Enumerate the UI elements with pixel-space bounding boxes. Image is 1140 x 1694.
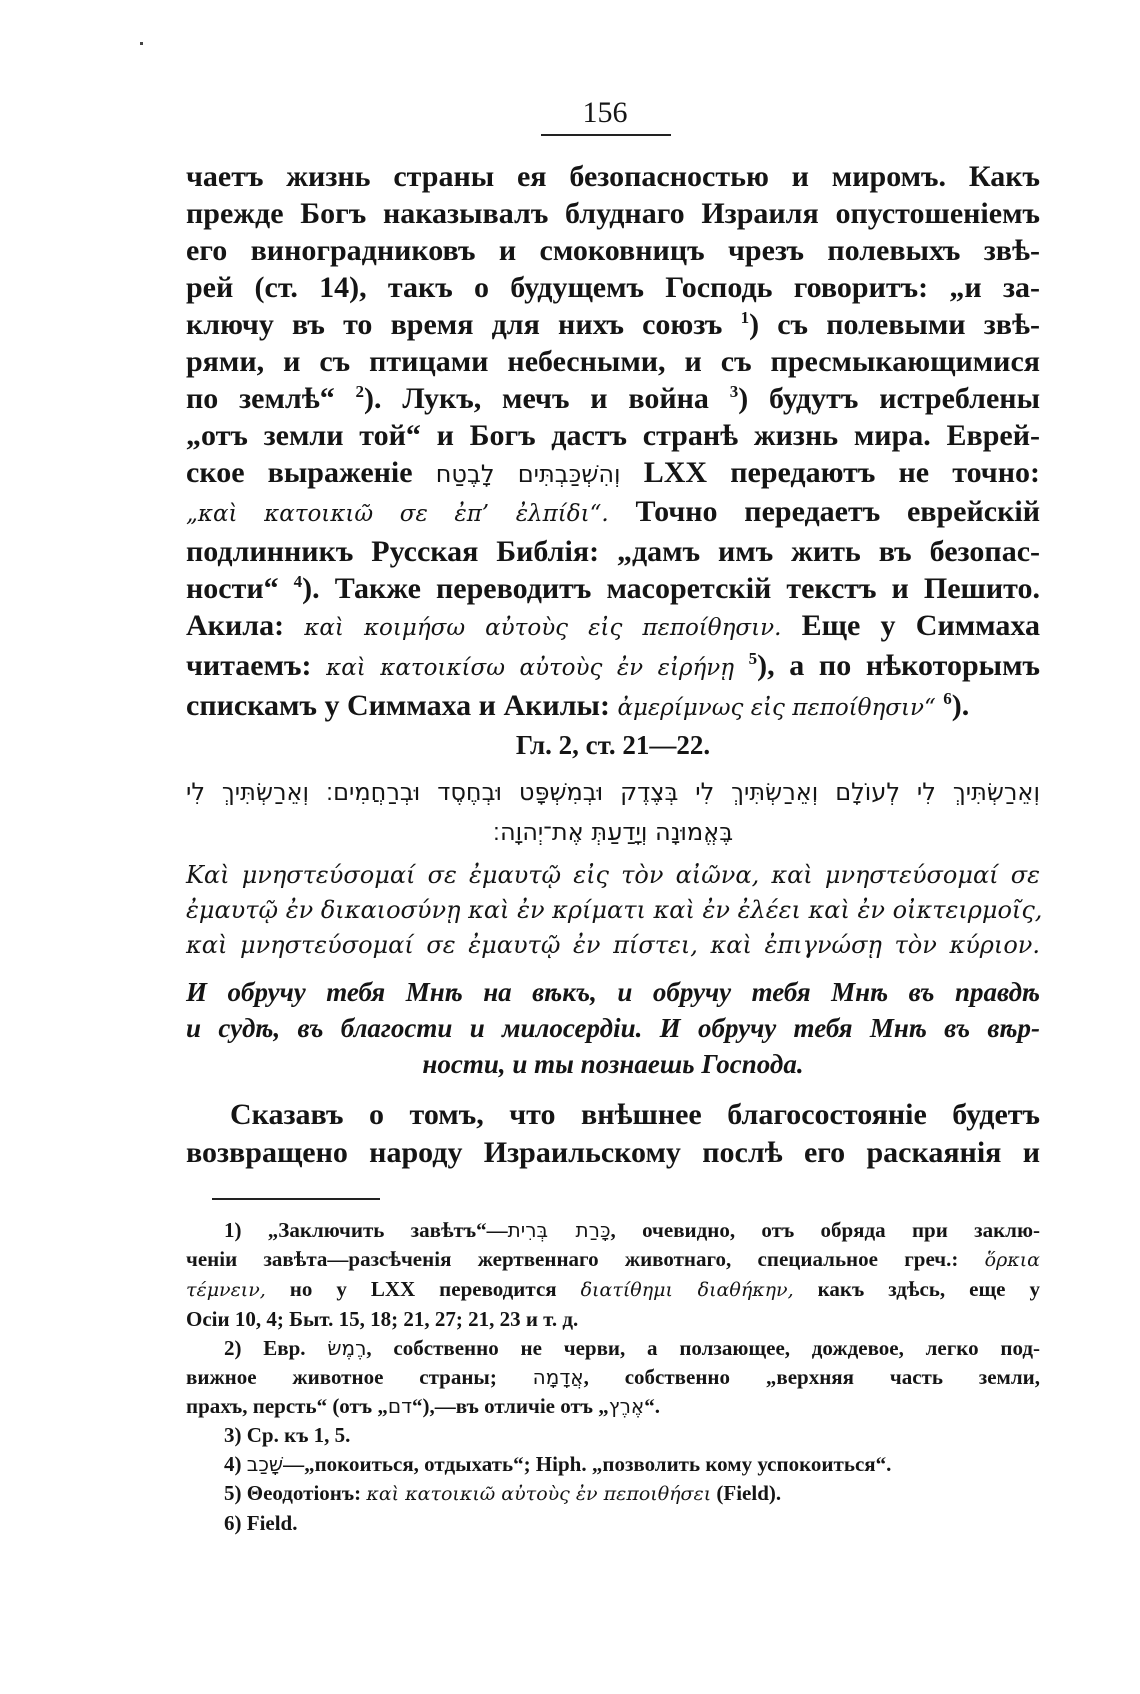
greek-line: ἐμαυτῷ ἐν δικαιοσύνῃ καὶ ἐν κρίματι καὶ ἐν ἐλέει καὶ ἐν οἰκτειρμοῖς, — [186, 896, 1043, 924]
text-segment: прахъ, персть“ (отъ „ — [186, 1394, 388, 1418]
greek-phrase: καὶ κατοικιῶ αὐτοὺς ἐν πεποιθήσει — [366, 1483, 712, 1505]
text-line: его виноградниковъ и смоковницъ чрезъ полевыхъ звѣ- — [186, 234, 1040, 267]
russian-line: ности, и ты познаешь Господа. — [422, 1049, 804, 1079]
text-line: „отъ земли той“ и Богъ дастъ странѣ жизнь мира. Еврей- — [186, 419, 1040, 452]
text-line — [186, 454, 1040, 493]
text-segment: , очевидно, отъ обряда при заклю- — [610, 1218, 1040, 1242]
hebrew-verse — [186, 772, 1040, 852]
text-line — [186, 687, 1040, 727]
text-segment: , собственно „верхняя часть земли, — [583, 1365, 1040, 1389]
text-line: рей (ст. 14), такъ о будущемъ Господь говоритъ: „и за- — [186, 271, 1040, 304]
page-number: 156 — [582, 96, 628, 129]
footnote-line — [186, 1479, 1040, 1509]
greek-phrase: ὅρκια — [984, 1249, 1040, 1271]
hebrew-phrase: דם — [387, 1394, 413, 1418]
greek-line: Καὶ μνηστεύσομαί σε ἐμαυτῷ εἰς τὸν αἰῶνα, καὶ μνηστεύσομαί σε — [186, 861, 1040, 889]
text-line: подлинникъ Русская Библія: „дамъ имъ жить въ безопас- — [186, 535, 1040, 568]
text-segment: (Field). — [711, 1481, 782, 1505]
text-segment: —„покоиться, отдыхать“; Hiph. „позволить кому успокоиться“. — [283, 1452, 892, 1476]
text-segment: спискамъ у Симмаха и Акилы: — [186, 689, 618, 722]
russian-verse — [186, 974, 1040, 1082]
text-line: Сказавъ о томъ, что внѣшнее благосостояніе будетъ — [230, 1098, 1040, 1131]
footnote-line — [186, 1450, 1040, 1479]
text-segment: 2) Евр. — [224, 1336, 328, 1360]
greek-phrase: ἀμερίμνως εἰς πεποίθησιν“ — [617, 695, 936, 721]
text-segment: 4) — [224, 1452, 247, 1476]
text-segment: , собственно не черви, а ползающее, дождевое, легко под- — [366, 1336, 1040, 1360]
text-segment: ключу въ то время для нихъ союзъ — [186, 308, 741, 341]
footnote-ref: 1 — [740, 308, 750, 327]
text-segment: Точно передаетъ еврейскій — [608, 495, 1040, 528]
hebrew-phrase: וְהִשְׁכַּבְתִּים לָבֶטַח — [435, 460, 621, 488]
footnote-rule — [212, 1198, 380, 1200]
footnote-line — [186, 1392, 1040, 1421]
footnote-ref: 4 — [293, 572, 303, 591]
footnote-line — [186, 1363, 1040, 1392]
footnote-line: 6) Field. — [224, 1511, 298, 1535]
main-paragraph — [186, 158, 1040, 727]
footnote-ref: 6 — [943, 689, 952, 708]
text-segment: ченіи завѣта—разсѣченія жертвеннаго животнаго, специальное греч.: — [186, 1247, 985, 1271]
second-paragraph — [186, 1096, 1040, 1172]
hebrew-phrase: אֶרֶץ — [608, 1394, 645, 1418]
greek-phrase: τέμνειν, — [186, 1279, 266, 1301]
text-segment: ). Лукъ, мечъ и война — [364, 382, 730, 415]
footnote-line — [186, 1245, 1040, 1275]
russian-line: И обручу тебя Мнѣ на вѣкъ, и обручу тебя Мнѣ въ правдѣ — [186, 977, 1040, 1007]
hebrew-line: וְאֵרַשְׂתִּיךְ לִי לְעוֹלָם וְאֵרַשְׂתִּיךְ לִי בְּצֶדֶק וּבְמִשְׁפָּט וּבְחֶסֶד וּבְרַחֲמִים׃ וְאֵרַשְׂתִּיךְ לִי — [186, 778, 1040, 806]
section-heading: Гл. 2, ст. 21—22. — [515, 730, 711, 760]
text-line: возвращено народу Израильскому послѣ его раскаянія и — [186, 1136, 1040, 1169]
hebrew-phrase: אֲדָמָה — [532, 1365, 584, 1389]
footnote-line: 3) Ср. къ 1, 5. — [224, 1423, 351, 1447]
text-segment: ), а по нѣкоторымъ — [757, 649, 1040, 682]
footnote-ref: 3 — [729, 382, 739, 401]
footnote-ref: 2 — [355, 382, 365, 401]
text-segment: LXX передаютъ не точно: — [620, 456, 1040, 489]
text-segment: но у LXX переводится — [265, 1277, 581, 1301]
text-segment: ). — [951, 689, 970, 722]
text-segment: 5) Θеодотіонъ: — [224, 1481, 367, 1505]
text-line — [186, 647, 1040, 687]
text-segment: ) будутъ истреблены — [738, 382, 1041, 415]
greek-phrase: καὶ κοιμήσω αὐτοὺς εἰς πεποίθησιν. — [304, 615, 782, 641]
text-line: чаетъ жизнь страны ея безопасностью и миромъ. Какъ — [186, 160, 1040, 193]
footnote-line: Осіи 10, 4; Быт. 15, 18; 21, 27; 21, 23 и т. д. — [186, 1307, 579, 1331]
footnotes — [186, 1216, 1040, 1538]
hebrew-phrase: כָּרַת בְּרִית — [507, 1218, 611, 1242]
greek-phrase: „καὶ κατοικιῶ σε ἐπ’ ἐλπίδι“. — [186, 501, 609, 527]
text-segment: “),—въ отличіе отъ „ — [412, 1394, 609, 1418]
hebrew-phrase: רֶמֶשׂ — [327, 1336, 367, 1360]
hebrew-line: בֶּאֱמוּנָה וְיָדַעַתְּ אֶת־יְהוָה׃ — [492, 818, 734, 846]
footnote-line — [186, 1275, 1040, 1305]
text-segment: ) съ полевыми звѣ- — [749, 308, 1040, 341]
text-segment: по землѣ“ — [186, 382, 356, 415]
text-segment: “. — [644, 1394, 660, 1418]
text-segment: ности“ — [186, 572, 294, 605]
greek-verse — [186, 858, 1043, 963]
text-line: прежде Богъ наказывалъ блуднаго Израиля опустошеніемъ — [186, 197, 1040, 230]
text-segment: какъ здѣсь, еще у — [793, 1277, 1040, 1301]
footnote-ref: 5 — [748, 649, 758, 668]
text-segment: ское выраженіе — [186, 456, 436, 489]
footnote-line — [186, 1216, 1040, 1245]
text-line — [186, 306, 1040, 343]
greek-line: καὶ μνηστεύσομαί σε ἐμαυτῷ ἐν πίστει, καὶ ἐπιγνώσῃ τὸν κύριον. — [186, 931, 1040, 959]
text-line: рями, и съ птицами небесными, и съ пресмыкающимися — [186, 345, 1040, 378]
greek-phrase: διατίθημι διαθήκην, — [580, 1279, 794, 1301]
page-number-rule — [541, 134, 671, 136]
russian-line: и судѣ, въ благости и милосердіи. И обручу тебя Мнѣ въ вѣр- — [186, 1013, 1040, 1043]
text-line — [186, 570, 1040, 607]
text-line — [186, 493, 1040, 533]
text-segment: Акила: — [186, 609, 305, 642]
text-segment: читаемъ: — [186, 649, 327, 682]
text-line — [186, 607, 1040, 647]
text-segment: вижное животное страны; — [186, 1365, 533, 1389]
speck — [140, 42, 143, 45]
hebrew-phrase: שָׁכַב — [246, 1452, 284, 1476]
greek-phrase: καὶ κατοικίσω αὐτοὺς ἐν εἰρήνῃ — [326, 655, 735, 681]
text-segment: ). Также переводитъ масоретскій текстъ и Пешито. — [302, 572, 1040, 605]
text-segment: 1) „Заключить завѣтъ“— — [224, 1218, 508, 1242]
text-line — [186, 380, 1040, 417]
footnote-line — [186, 1334, 1040, 1363]
text-segment: Еще у Симмаха — [781, 609, 1040, 642]
